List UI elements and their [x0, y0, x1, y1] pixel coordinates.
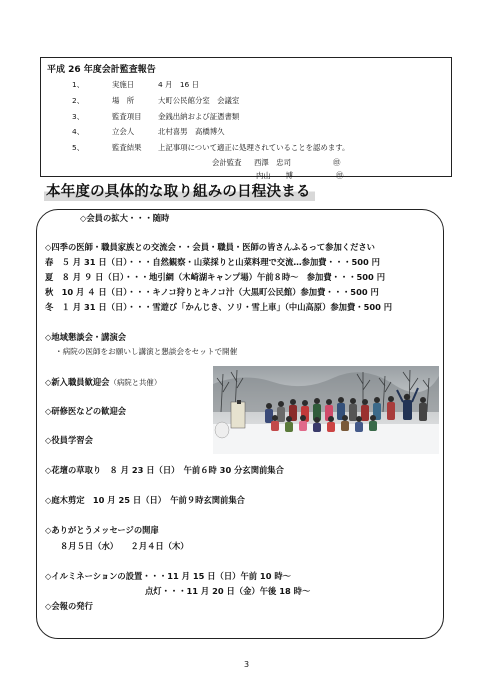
officer-study: ◇役員学習会	[45, 435, 93, 445]
illumination-setup: ◇イルミネーションの設置・・・11 月 15 日（日）午前 10 時～	[45, 571, 291, 581]
group-photo-snow	[213, 366, 439, 454]
seasonal-exchange-title: ◇四季の医師・職員家族との交流会・・会員・職員・医師の皆さんふるって参加ください	[45, 242, 375, 252]
audit-row-label: 場 所	[112, 96, 135, 105]
garden-tree-pruning: ◇庭木剪定 10 月 25 日（日） 午前９時玄関前集合	[45, 495, 245, 505]
thanks-message-title: ◇ありがとうメッセージの開扉	[45, 525, 159, 535]
audit-row-label: 実施日	[112, 80, 135, 89]
audit-row-value: 大町公民館分室 会議室	[158, 96, 240, 105]
audit-row-value: 上記事項について適正に処理されていることを認めます。	[158, 143, 350, 152]
audit-report-box	[40, 57, 452, 177]
illumination-lighting: 点灯・・・11 月 20 日（金）午後 18 時～	[145, 586, 311, 596]
flower-bed-weeding: ◇花壇の草取り ８ 月 23 日（日） 午前６時 30 分玄関前集合	[45, 465, 284, 475]
page-number: 3	[244, 660, 250, 669]
season-spring: 春 ５ 月 31 日（日）・・・自然観察・山菜採りと山菜料理で交流…参加費・・・500 円	[45, 257, 380, 267]
section-heading: 本年度の具体的な取り組みの日程決まる	[44, 180, 315, 201]
new-staff-welcome-label: ◇新入職員歓迎会	[45, 377, 110, 387]
resident-welcome: ◇研修医などの歓迎会	[45, 406, 127, 416]
member-expansion: ◇会員の拡大・・・随時	[80, 213, 170, 223]
audit-row-number: 1、	[72, 80, 85, 89]
audit-row-number: 4、	[72, 127, 85, 136]
regional-meeting-title: ◇地域懇談会・講演会	[45, 332, 127, 342]
audit-row-label: 監査項目	[112, 112, 142, 121]
regional-meeting-note: ・病院の医師をお願いし講演と懇談会をセットで開催	[55, 347, 238, 356]
season-winter: 冬 １ 月 31 日（日）・・・雪遊び「かんじき、ソリ・雪上車」（中山高原）参加費・500 円	[45, 302, 393, 312]
audit-row-value: 4 月 16 日	[158, 80, 199, 89]
new-staff-welcome	[45, 376, 161, 388]
snow-group-photo-illustration	[213, 366, 439, 454]
season-summer: 夏 ８ 月 ９ 日（日）・・・地引網（木崎湖キャンプ場）午前８時～ 参加費・・・500 円	[45, 272, 386, 282]
audit-row-label: 監査結果	[112, 143, 142, 152]
bulletin-publication: ◇会報の発行	[45, 601, 93, 611]
audit-row-number: 2、	[72, 96, 85, 105]
season-autumn: 秋 10 月 ４ 日（日）・・・キノコ狩りとキノコ汁（大黒町公民館）参加費・・・500 円	[45, 287, 379, 297]
audit-row-number: 5、	[72, 143, 85, 152]
signer-name-1: 西澤 忠司	[254, 158, 291, 167]
audit-row-value: 北村喜男 高橋博久	[158, 127, 225, 136]
seal-mark: ㊞	[333, 158, 341, 167]
thanks-message-dates: ８月５日（水） ２月４日（木）	[60, 541, 189, 551]
audit-title: 平成 26 年度会計監査報告	[47, 65, 156, 75]
seal-mark: ㊞	[336, 171, 344, 180]
audit-row-number: 3、	[72, 112, 85, 121]
new-staff-welcome-note: （病院と共催）	[109, 378, 162, 387]
signer-name-2: 内山 博	[256, 171, 293, 180]
audit-row-label: 立会人	[112, 127, 135, 136]
signer-title: 会計監査	[212, 158, 242, 167]
audit-row-value: 金銭出納および証憑書類	[158, 112, 240, 121]
